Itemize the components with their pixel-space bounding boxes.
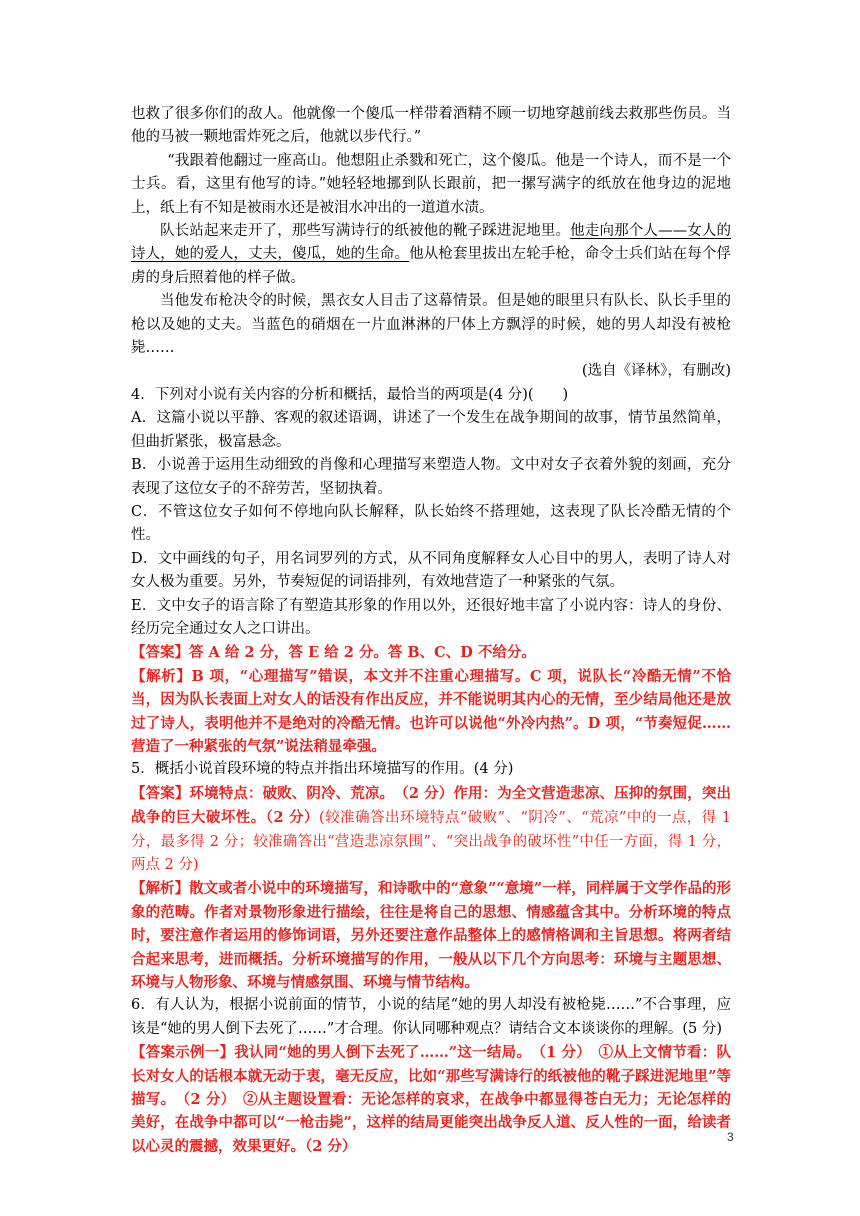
question-6-stem: 6．有人认为，根据小说前面的情节，小说的结尾“她的男人却没有被枪毙……”不合事理，应该是“她的男人倒下去死了……”才合理。你认同哪种观点？请结合文本谈谈你的理解。(5 分)	[131, 997, 731, 1037]
question-5-answer-scoring: (较准确答出环境特点“破败”、“阴冷”、“荒凉”中的一点，得 1 分，最多得 2 分；较准确答出“营造悲凉氛围”、“突出战争的破坏性”中任一方面，得 1 分，两点 2 分)	[131, 810, 732, 873]
question-4-option-a: A．这篇小说以平静、客观的叙述语调，讲述了一个发生在战争期间的故事，情节虽然简单，但曲折紧张，极富悬念。	[131, 410, 731, 450]
question-6-answer: 【答案示例一】我认同“她的男人倒下去死了……”这一结局。 （1 分） ①从上文情节看：队长对女人的话根本就无动于衷，毫无反应，比如“那些写满诗行的纸被他的靴子踩进泥地里”等描写。 （2 分） ②从主题设置看：无论怎样的哀求，在战争中都显得苍白无力；无论怎样的美好，在战争中都可以“一枪击毙”，这样的结局更能突出战争反人道、反人性的一面，给读者以心灵的震撼，效果更好。（2 分）	[131, 1044, 731, 1155]
question-4-option-e: E．文中女子的语言除了有塑造其形象的作用以外，还很好地丰富了小说内容：诗人的身份、经历完全通过女人之口讲出。	[131, 597, 731, 637]
story-paragraph-3-end: 他从枪套里拔出左轮手枪，命令士兵们站在每个俘虏的身后照着他的样子做。	[131, 246, 732, 286]
story-paragraph-3	[131, 220, 731, 290]
question-4-analysis: 【解析】B 项，“心理描写”错误，本文并不注重心理描写。C 项，说队长“冷酷无情”不恰当，因为队长表面上对女人的话没有作出反应，并不能说明其内心的无情，至少结局他还是放过了诗人，表明他并不是绝对的冷酷无情。也许可以说他“外冷内热”。D 项，“节奏短促……营造了一种紧张的气氛”说法稍显牵强。	[131, 667, 731, 755]
question-5-stem: 5．概括小说首段环境的特点并指出环境描写的作用。(4 分)	[131, 761, 514, 778]
question-5-answer	[131, 782, 731, 878]
page-number: 3	[727, 1130, 734, 1144]
underlined-sentence: 他走向那个人——女人的诗人，她的爱人，丈夫，傻瓜，她的生命。	[131, 223, 732, 263]
question-5-analysis: 【解析】散文或者小说中的环境描写，和诗歌中的“意象”“意境”一样，同样属于文学作品的形象的范畴。作者对景物形象进行描绘，往往是将自己的思想、情感蕴含其中。分析环境的特点时，要注意作者运用的修饰词语，另外还要注意作品整体上的感情格调和主旨思想。将两者结合起来思考，进而概括。分析环境描写的作用，一般从以下几个方向思考：环境与主题思想、环境与人物形象、环境与情感氛围、环境与情节结构。	[131, 880, 731, 992]
story-paragraph-1: 也救了很多你们的敌人。他就像一个傻瓜一样带着酒精不顾一切地穿越前线去救那些伤员。当他的马被一颗地雷炸死之后，他就以步代行。”	[131, 106, 731, 146]
question-4-option-c: C．不管这位女子如何不停地向队长解释，队长始终不搭理她，这表现了队长冷酷无情的个性。	[131, 503, 731, 544]
document-page	[131, 103, 731, 1158]
question-5-answer-main: 【答案】环境特点：破败、阴冷、荒凉。 （2 分）作用：为全文营造悲凉、压抑的氛围，突出战争的巨大破坏性。（2 分）	[131, 784, 731, 827]
story-paragraph-3-start: 队长站起来走开了，那些写满诗行的纸被他的靴子踩进泥地里。	[160, 223, 571, 240]
question-4-stem: 4．下列对小说有关内容的分析和概括，最恰当的两项是(4 分)( )	[131, 386, 569, 403]
question-4-option-b: B．小说善于运用生动细致的肖像和心理描写来塑造人物。文中对女子衣着外貌的刻画，充分表现了这位女子的不辞劳苦，坚韧执着。	[131, 457, 731, 497]
story-paragraph-2: “我跟着他翻过一座高山。他想阻止杀戮和死亡，这个傻瓜。他是一个诗人，而不是一个士兵。看，这里有他写的诗。”她轻轻地挪到队长跟前，把一摞写满字的纸放在他身边的泥地上，纸上有不知是被雨水还是被泪水冲出的一道道水渍。	[131, 152, 731, 216]
source-citation: (选自《译林》，有删改)	[581, 363, 731, 380]
question-4-answer: 【答案】答 A 给 2 分，答 E 给 2 分。答 B、C、D 不给分。	[131, 644, 536, 662]
story-paragraph-4: 当他发布枪决令的时候，黑衣女人目击了这幕情景。但是她的眼里只有队长、队长手里的枪以及她的丈夫。当蓝色的硝烟在一片血淋淋的尸体上方飘浮的时候，她的男人却没有被枪毙……	[131, 293, 731, 357]
question-4-option-d: D．文中画线的句子，用名词罗列的方式，从不同角度解释女人心目中的男人，表明了诗人对女人极为重要。另外，节奏短促的词语排列，有效地营造了一种紧张的气氛。	[131, 550, 731, 591]
